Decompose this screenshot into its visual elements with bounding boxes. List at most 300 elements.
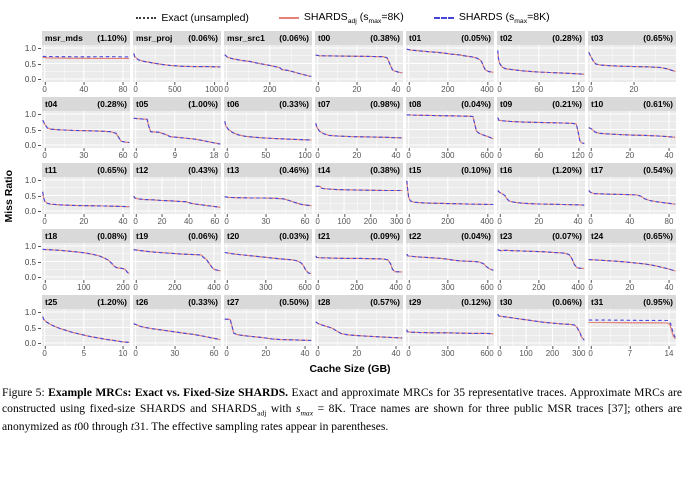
x-tick: 100: [77, 283, 91, 293]
x-tick: 300: [390, 217, 404, 227]
facet-strip: [315, 295, 403, 309]
sampling-rate: (1.00%): [188, 99, 218, 110]
facet-panel-t27: [224, 295, 312, 358]
mrc-plot: [133, 111, 221, 148]
facet-strip: [42, 97, 130, 111]
facet-panel-t08: [406, 97, 494, 160]
sampling-rate: (0.65%): [97, 165, 127, 176]
facet-panel-t21: [315, 229, 403, 292]
facet-strip: [588, 31, 676, 45]
x-tick: 100: [519, 349, 533, 359]
sampling-rate: (0.43%): [188, 165, 218, 176]
legend-label: SHARDS $(s_{max}=8K)$: [458, 11, 550, 26]
x-tick: 0: [133, 349, 138, 359]
facet-strip: [588, 97, 676, 111]
mrc-plot: [224, 177, 312, 214]
facet-strip: [224, 97, 312, 111]
x-tick-labels: [133, 346, 221, 358]
x-tick: 200: [532, 283, 546, 293]
y-tick: 0.5: [25, 126, 41, 135]
x-tick-labels: [224, 214, 312, 226]
trace-name: t19: [136, 231, 149, 242]
y-tick: 1.0: [25, 242, 41, 251]
sampling-rate: (0.21%): [552, 99, 582, 110]
sampling-rate: (0.33%): [188, 297, 218, 308]
facet-panel-t13: [224, 163, 312, 226]
facet-panel-t23: [497, 229, 585, 292]
x-tick: 0: [133, 217, 138, 227]
facet-strip: [224, 229, 312, 243]
facet-panel-t12: [133, 163, 221, 226]
trace-name: t27: [227, 297, 240, 308]
x-tick-labels: [588, 148, 676, 160]
sampling-rate: (0.12%): [461, 297, 491, 308]
trace-name: t23: [500, 231, 513, 242]
x-tick-labels: [406, 82, 494, 94]
x-tick: 0: [497, 217, 502, 227]
facet-strip: [42, 295, 130, 309]
y-tick: 0.0: [25, 141, 41, 150]
trace-name: msr_proj: [136, 33, 173, 44]
x-tick: 600: [480, 151, 494, 161]
sampling-rate: (0.65%): [643, 231, 673, 242]
mrc-plot: [497, 309, 585, 346]
x-tick: 1000: [205, 85, 223, 95]
mrc-plot: [133, 177, 221, 214]
facet-strip: [42, 31, 130, 45]
sampling-rate: (0.46%): [279, 165, 309, 176]
facet-panel-t20: [224, 229, 312, 292]
facet-panel-t10: [588, 97, 676, 160]
mrc-plot: [133, 243, 221, 280]
x-tick: 60: [300, 217, 310, 227]
facet-panel-t30: [497, 295, 585, 358]
x-tick: 200: [441, 85, 455, 95]
x-tick-labels: [588, 214, 676, 226]
trace-name: t08: [409, 99, 422, 110]
x-tick: 200: [263, 85, 277, 95]
mrc-plot: [224, 309, 312, 346]
x-tick-labels: [224, 346, 312, 358]
sampling-rate: (0.06%): [188, 33, 218, 44]
mrc-plot: [588, 111, 676, 148]
facet-strip: [406, 295, 494, 309]
x-tick: 40: [391, 151, 401, 161]
x-tick: 0: [588, 151, 593, 161]
facet-panel-t14: [315, 163, 403, 226]
y-tick: 0.5: [25, 192, 41, 201]
mrc-plot: [315, 243, 403, 280]
x-tick-labels: [224, 82, 312, 94]
x-tick: 40: [118, 217, 128, 227]
facet-strip: [497, 163, 585, 177]
sampling-rate: (0.08%): [97, 231, 127, 242]
trace-name: t13: [227, 165, 240, 176]
y-tick: 0.5: [25, 324, 41, 333]
facet-strip: [588, 295, 676, 309]
x-tick: 80: [118, 85, 128, 95]
sampling-rate: (0.57%): [370, 297, 400, 308]
x-tick: 600: [480, 283, 494, 293]
facet-row: [16, 31, 682, 94]
x-tick: 0: [224, 217, 229, 227]
x-tick: 40: [664, 283, 674, 293]
x-tick: 0: [224, 85, 229, 95]
x-tick: 0: [497, 349, 502, 359]
sampling-rate: (0.95%): [643, 297, 673, 308]
mrc-plot: [224, 111, 312, 148]
x-tick: 0: [497, 85, 502, 95]
x-tick: 0: [406, 217, 411, 227]
facet-panel-t26: [133, 295, 221, 358]
x-tick: 40: [391, 85, 401, 95]
facet-row: [16, 229, 682, 292]
sampling-rate: (0.61%): [643, 99, 673, 110]
legend-label: $SHARDS_{adj}$ $(s_{max}=8K)$: [303, 11, 404, 26]
y-tick: 0.5: [25, 60, 41, 69]
x-tick: 120: [571, 85, 585, 95]
mrc-plot: [42, 111, 130, 148]
facet-strip: [133, 295, 221, 309]
facet-strip: [497, 97, 585, 111]
x-tick-labels: [315, 280, 403, 292]
facet-strip: [497, 229, 585, 243]
x-tick-labels: [497, 82, 585, 94]
trace-name: t20: [227, 231, 240, 242]
mrc-facet-chart: [2, 31, 682, 361]
facet-strip: [133, 163, 221, 177]
facet-panel-t02: [497, 31, 585, 94]
trace-name: t21: [318, 231, 331, 242]
sampling-rate: (0.33%): [279, 99, 309, 110]
mrc-plot: [497, 111, 585, 148]
x-tick: 20: [352, 85, 362, 95]
x-tick-labels: [588, 82, 676, 94]
x-tick: 20: [625, 151, 635, 161]
x-tick: 0: [315, 151, 320, 161]
facet-panel-t07: [315, 97, 403, 160]
x-tick: 0: [42, 151, 47, 161]
x-tick: 0: [42, 85, 47, 95]
x-tick-labels: [42, 346, 130, 358]
y-tick: 1.0: [25, 44, 41, 53]
mrc-plot: [42, 45, 130, 82]
x-tick: 400: [480, 217, 494, 227]
facet-panel-t24: [588, 229, 676, 292]
x-tick: 0: [42, 217, 47, 227]
x-tick-labels: [315, 148, 403, 160]
facet-strip: [406, 97, 494, 111]
mrc-plot: [406, 177, 494, 214]
facet-panel-msr_src1: [224, 31, 312, 94]
x-tick: 50: [261, 151, 271, 161]
facet-panel-t06: [224, 97, 312, 160]
y-tick: 1.0: [25, 308, 41, 317]
x-tick: 40: [573, 217, 583, 227]
x-tick: 0: [497, 151, 502, 161]
trace-name: t07: [318, 99, 331, 110]
mrc-plot: [406, 309, 494, 346]
x-tick: 300: [441, 349, 455, 359]
legend-item-shards-adj: [279, 11, 404, 25]
sampling-rate: (0.03%): [279, 231, 309, 242]
x-tick-labels: [406, 346, 494, 358]
x-tick: 30: [79, 151, 89, 161]
trace-name: t03: [591, 33, 604, 44]
x-tick: 0: [42, 283, 47, 293]
trace-name: t25: [45, 297, 58, 308]
x-tick: 20: [534, 217, 544, 227]
trace-name: t14: [318, 165, 331, 176]
facet-panel-t19: [133, 229, 221, 292]
mrc-plot: [406, 45, 494, 82]
x-tick: 9: [172, 151, 178, 161]
facet-panel-t22: [406, 229, 494, 292]
x-tick-labels: [406, 148, 494, 160]
facet-row: [16, 295, 682, 358]
x-tick: 40: [391, 349, 401, 359]
facet-panel-t15: [406, 163, 494, 226]
facet-panel-t04: [42, 97, 130, 160]
x-tick: 20: [625, 283, 635, 293]
y-tick-labels: [16, 229, 42, 292]
x-tick: 0: [588, 283, 593, 293]
facet-strip: [224, 163, 312, 177]
x-tick: 0: [406, 349, 411, 359]
x-tick: 20: [352, 349, 362, 359]
x-tick-labels: [315, 82, 403, 94]
x-tick: 5: [81, 349, 87, 359]
trace-name: t30: [500, 297, 513, 308]
sampling-rate: (1.20%): [552, 165, 582, 176]
mrc-plot: [315, 309, 403, 346]
facet-strip: [497, 31, 585, 45]
x-tick: 300: [259, 283, 273, 293]
sampling-rate: (0.38%): [370, 165, 400, 176]
facet-panel-t28: [315, 295, 403, 358]
facet-panel-t16: [497, 163, 585, 226]
x-tick: 60: [118, 151, 128, 161]
x-tick: 0: [224, 151, 229, 161]
x-tick: 400: [480, 85, 494, 95]
sampling-rate: (0.28%): [97, 99, 127, 110]
facet-strip: [42, 229, 130, 243]
x-tick: 400: [389, 283, 403, 293]
y-tick: 0.5: [25, 258, 41, 267]
sampling-rate: (0.38%): [370, 33, 400, 44]
facet-strip: [315, 163, 403, 177]
x-tick: 60: [534, 151, 544, 161]
x-tick: 0: [315, 349, 320, 359]
x-tick: 0: [133, 151, 138, 161]
trace-name: t09: [500, 99, 513, 110]
x-tick: 300: [441, 283, 455, 293]
x-tick: 60: [534, 85, 544, 95]
legend-item-shards: [434, 11, 550, 25]
sampling-rate: (0.98%): [370, 99, 400, 110]
sampling-rate: (0.54%): [643, 165, 673, 176]
x-tick: 600: [298, 283, 312, 293]
y-tick: 1.0: [25, 110, 41, 119]
facet-panel-t05: [133, 97, 221, 160]
facet-strip: [224, 31, 312, 45]
sampling-rate: (0.10%): [461, 165, 491, 176]
trace-name: t10: [591, 99, 604, 110]
trace-name: t29: [409, 297, 422, 308]
exact-line-swatch-icon: [136, 17, 156, 19]
y-tick-labels: [16, 295, 42, 358]
x-tick: 30: [170, 349, 180, 359]
facet-strip: [406, 31, 494, 45]
x-tick-labels: [588, 346, 676, 358]
facet-strip: [133, 97, 221, 111]
facet-strip: [42, 163, 130, 177]
y-tick-labels: [16, 97, 42, 160]
y-tick: 0.0: [25, 207, 41, 216]
mrc-plot: [406, 243, 494, 280]
x-tick: 0: [497, 283, 502, 293]
x-tick-labels: [406, 280, 494, 292]
x-tick: 0: [406, 85, 411, 95]
x-tick-labels: [224, 148, 312, 160]
trace-name: t16: [500, 165, 513, 176]
trace-name: t06: [227, 99, 240, 110]
x-tick: 500: [168, 85, 182, 95]
x-tick: 0: [133, 283, 138, 293]
trace-name: t15: [409, 165, 422, 176]
mrc-plot: [497, 243, 585, 280]
x-tick: 0: [315, 85, 320, 95]
mrc-plot: [497, 177, 585, 214]
y-tick: 0.0: [25, 273, 41, 282]
mrc-plot: [42, 243, 130, 280]
x-tick-labels: [133, 214, 221, 226]
x-tick-labels: [315, 214, 403, 226]
x-tick-labels: [315, 346, 403, 358]
x-tick-labels: [133, 280, 221, 292]
x-tick: 60: [210, 217, 220, 227]
facet-panel-t29: [406, 295, 494, 358]
sampling-rate: (0.09%): [370, 231, 400, 242]
x-tick: 7: [627, 349, 633, 359]
facet-strip: [133, 31, 221, 45]
trace-name: t01: [409, 33, 422, 44]
sampling-rate: (0.06%): [188, 231, 218, 242]
trace-name: t22: [409, 231, 422, 242]
x-tick-labels: [42, 82, 130, 94]
x-tick: 300: [572, 349, 586, 359]
facet-panel-msr_mds: [42, 31, 130, 94]
y-tick: 0.0: [25, 75, 41, 84]
trace-name: t00: [318, 33, 331, 44]
mrc-plot: [315, 111, 403, 148]
x-tick: 400: [207, 283, 221, 293]
x-tick: 0: [588, 217, 593, 227]
x-tick: 20: [261, 349, 271, 359]
facet-panel-t31: [588, 295, 676, 358]
x-tick-labels: [133, 82, 221, 94]
x-tick: 600: [480, 349, 494, 359]
x-tick: 120: [571, 151, 585, 161]
facet-panel-t09: [497, 97, 585, 160]
x-tick: 400: [571, 283, 585, 293]
mrc-plot: [42, 309, 130, 346]
facet-strip: [406, 163, 494, 177]
trace-name: t18: [45, 231, 58, 242]
y-tick-labels: [16, 163, 42, 226]
trace-name: t05: [136, 99, 149, 110]
x-tick: 20: [79, 217, 89, 227]
x-tick: 20: [157, 217, 167, 227]
x-tick: 200: [168, 283, 182, 293]
x-tick: 20: [352, 151, 362, 161]
facet-panel-t11: [42, 163, 130, 226]
facet-panel-msr_proj: [133, 31, 221, 94]
mrc-plot: [315, 45, 403, 82]
sampling-rate: (0.06%): [552, 297, 582, 308]
shards-line-swatch-icon: [434, 17, 454, 19]
x-tick: 0: [224, 349, 229, 359]
legend: [2, 4, 682, 29]
mrc-plot: [133, 45, 221, 82]
x-tick-labels: [224, 280, 312, 292]
trace-name: msr_src1: [227, 33, 265, 44]
sampling-rate: (0.05%): [461, 33, 491, 44]
x-tick: 200: [350, 283, 364, 293]
x-tick: 60: [209, 349, 219, 359]
x-tick: 200: [441, 217, 455, 227]
x-tick: 20: [629, 85, 639, 95]
x-tick: 40: [300, 349, 310, 359]
trace-name: t17: [591, 165, 604, 176]
x-tick-labels: [42, 214, 130, 226]
sampling-rate: (0.06%): [279, 33, 309, 44]
legend-item-exact: [136, 12, 249, 24]
facet-strip: [588, 229, 676, 243]
sampling-rate: (0.50%): [279, 297, 309, 308]
mrc-plot: [42, 177, 130, 214]
x-tick: 40: [183, 217, 193, 227]
y-tick: 1.0: [25, 176, 41, 185]
x-tick: 10: [118, 349, 128, 359]
x-tick: 300: [441, 151, 455, 161]
x-tick: 200: [363, 217, 378, 227]
x-tick-labels: [497, 214, 585, 226]
sampling-rate: (0.04%): [461, 99, 491, 110]
shards-adj-line-swatch-icon: [279, 17, 299, 19]
x-tick: 0: [406, 151, 411, 161]
x-tick: 0: [406, 283, 411, 293]
sampling-rate: (1.10%): [97, 33, 127, 44]
facet-panel-t01: [406, 31, 494, 94]
y-tick: 0.0: [25, 339, 41, 348]
sampling-rate: (0.04%): [461, 231, 491, 242]
sampling-rate: (0.07%): [552, 231, 582, 242]
trace-name: t11: [45, 165, 57, 176]
mrc-plot: [588, 45, 676, 82]
facet-panel-t17: [588, 163, 676, 226]
trace-name: t02: [500, 33, 513, 44]
legend-label: Exact (unsampled): [161, 12, 249, 25]
facet-strip: [133, 229, 221, 243]
x-tick-labels: [497, 148, 585, 160]
mrc-plot: [133, 309, 221, 346]
mrc-plot: [315, 177, 403, 214]
trace-name: t04: [45, 99, 58, 110]
facet-panel-t03: [588, 31, 676, 94]
mrc-plot: [588, 243, 676, 280]
x-tick: 200: [116, 283, 130, 293]
